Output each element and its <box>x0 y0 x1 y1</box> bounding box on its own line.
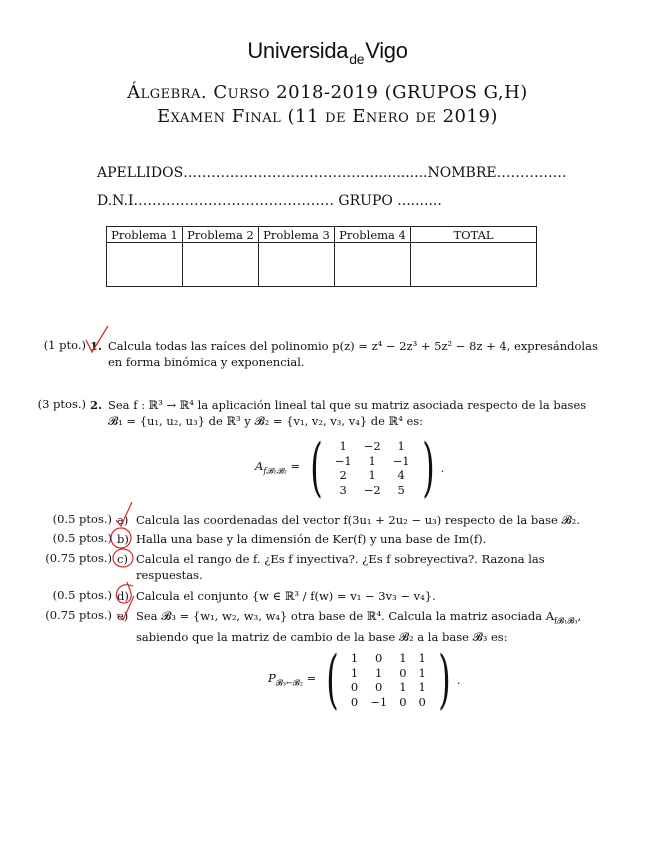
apellidos-label: APELLIDOS <box>97 165 184 181</box>
part-b-points: (0.5 ptos.) <box>52 531 112 545</box>
part-e-points: (0.75 ptos.) <box>45 608 112 622</box>
part-e-label: e) <box>117 609 129 623</box>
circle-part-c <box>113 549 133 567</box>
dni-label: D.N.I. <box>97 193 138 209</box>
part-c-points: (0.75 ptos.) <box>45 551 112 565</box>
problem1-line2: en forma binómica y exponencial. <box>108 355 305 369</box>
part-d-label: d) <box>117 589 129 603</box>
logo-text-2: de <box>349 51 365 67</box>
part-c-label: c) <box>117 552 128 566</box>
problem1-number: 1. <box>90 339 103 353</box>
matrix-p-label: $P_{𝓑_3\leftarrow 𝓑_2}$ = <box>268 671 320 688</box>
exam-subject: Álgebra. <box>127 82 208 103</box>
problem2-line1: Sea f : ℝ³ → ℝ⁴ la aplicación lineal tal que su matriz asociada respecto de la bases <box>108 398 587 412</box>
part-a-points: (0.5 ptos.) <box>52 512 112 526</box>
grades-header-4: Problema 4 <box>335 227 411 243</box>
problem2-points: (3 ptos.) <box>37 397 86 411</box>
circle-part-b <box>111 528 131 548</box>
problem1-line1: Calcula todas las raíces del polinomio p(z) = z⁴ − 2z³ + 5z² − 8z + 4, expresándolas <box>108 339 598 353</box>
part-e-line2: sabiendo que la matriz de cambio de la base 𝓑₂ a la base 𝓑₃ es: <box>136 630 508 645</box>
exam-subtitle: Examen Final (11 de Enero de 2019) <box>157 106 498 127</box>
grupo-dots: .......... <box>397 193 442 209</box>
matrix-p-right-bracket: ) <box>438 643 451 717</box>
problem1-points: (1 pto.) <box>43 338 86 352</box>
checkmark-part-e <box>117 596 134 620</box>
matrix-p-period: . <box>456 673 461 687</box>
matrix-a-period: . <box>440 461 445 475</box>
part-a-label: a) <box>117 513 129 527</box>
part-c-line2: respuestas. <box>136 568 203 582</box>
nombre-dots: …………… <box>496 165 567 181</box>
logo-text-1: Universida <box>247 38 349 63</box>
matrix-a-label: $A_{f𝓑_1𝓑_2}$ = <box>255 459 304 476</box>
part-d-text: Calcula el conjunto {w ∈ ℝ³ / f(w) = v₁ − 3v₃ − v₄}. <box>136 589 436 603</box>
matrix-p-left-bracket: ( <box>326 643 339 717</box>
grades-header-3: Problema 3 <box>259 227 335 243</box>
grades-header-1: Problema 1 <box>107 227 183 243</box>
part-a-text: Calcula las coordenadas del vector f(3u₁ + 2u₂ − u₃) respecto de la base 𝓑₂. <box>136 513 580 527</box>
part-c-line1: Calcula el rango de f. ¿Es f inyectiva?. ¿Es f sobreyectiva?. Razona las <box>136 552 545 566</box>
apellidos-dots: ………………………………….............. <box>183 165 428 181</box>
exam-course: Curso 2018-2019 (GRUPOS G,H) <box>213 82 528 103</box>
problem2-number: 2. <box>90 398 103 412</box>
grupo-label: GRUPO <box>338 193 393 209</box>
matrix-a-grid: 1 −2 1 −1 1 −1 2 1 4 3 −2 5 <box>334 439 410 497</box>
part-e-line1: Sea 𝓑₃ = {w₁, w₂, w₃, w₄} otra base de ℝ⁴. Calcula la matriz asociada $A_{f𝓑_1𝓑_3}$, <box>136 609 582 626</box>
checkmark-problem1 <box>86 326 108 352</box>
dni-dots: …………………………………… <box>137 193 334 209</box>
problem2-line2: 𝓑₁ = {u₁, u₂, u₃} de ℝ³ y 𝓑₂ = {v₁, v₂, v₃, v₄} de ℝ⁴ es: <box>108 414 424 428</box>
circle-part-d <box>116 582 133 603</box>
checkmark-part-a <box>116 502 132 526</box>
matrix-a-left-bracket: ( <box>310 431 323 505</box>
logo-text-3: Vigo <box>365 38 408 63</box>
grades-header-total: TOTAL <box>411 227 537 243</box>
matrix-a-right-bracket: ) <box>421 431 435 505</box>
part-b-text: Halla una base y la dimensión de Ker(f) y una base de Im(f). <box>136 532 487 546</box>
matrix-p-grid: 1 0 1 1 1 1 0 1 0 0 1 1 0 −1 0 0 <box>350 651 426 709</box>
part-b-label: b) <box>117 532 129 546</box>
grades-header-2: Problema 2 <box>183 227 259 243</box>
part-d-points: (0.5 ptos.) <box>52 588 112 602</box>
nombre-label: NOMBRE <box>427 165 497 181</box>
